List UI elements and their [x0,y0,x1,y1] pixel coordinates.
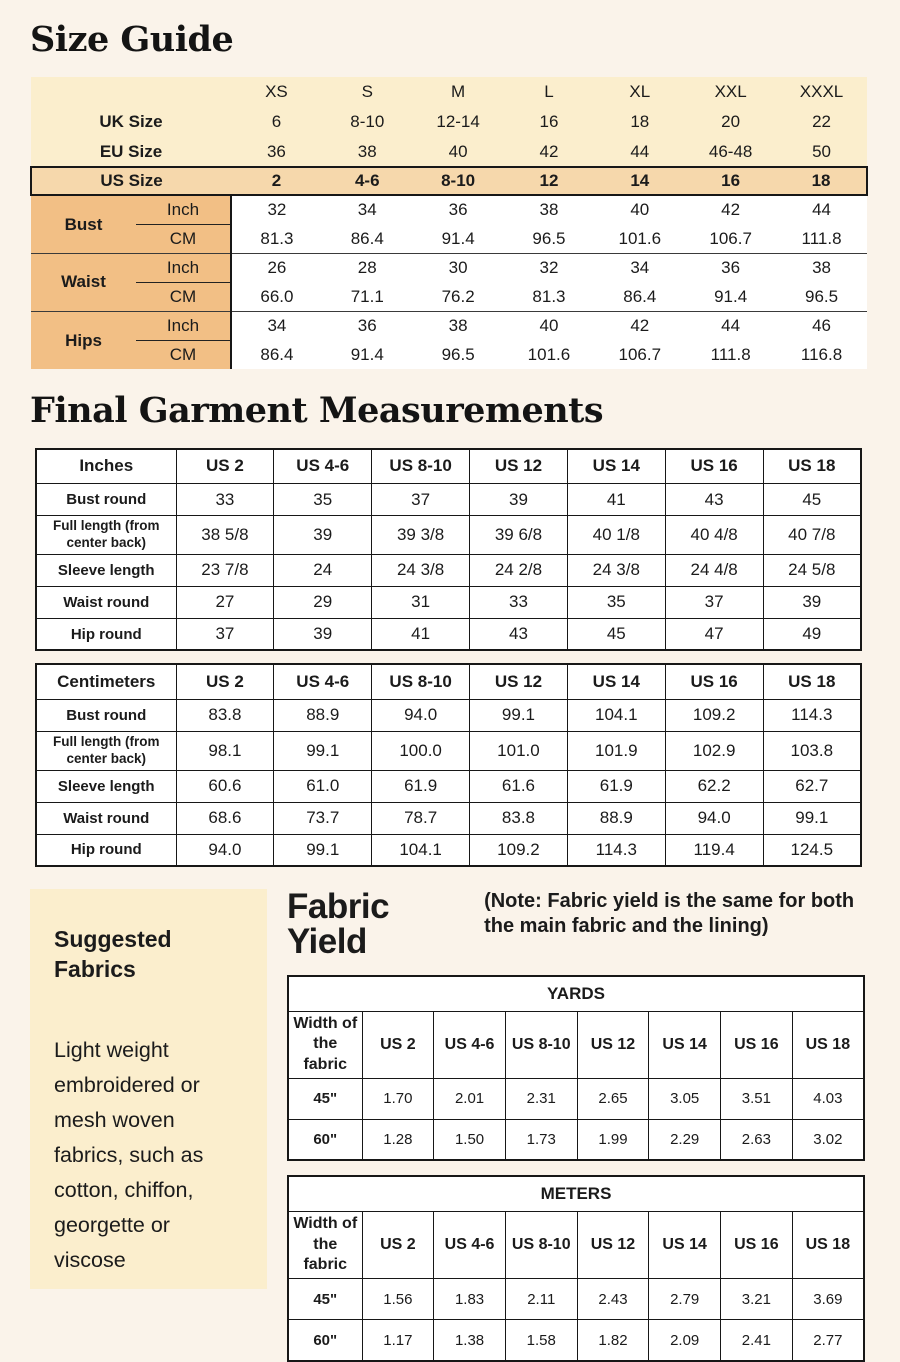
column-header-row [288,1211,864,1278]
measure-cell: 36 [322,311,413,340]
yield-cell: 2.01 [434,1078,506,1119]
measure-cell: 34 [594,253,685,282]
corner-cell [31,77,231,107]
yield-row [288,1279,864,1320]
value-cell: 114.3 [567,834,665,866]
value-cell: 40 7/8 [763,516,861,555]
size-cell: 22 [776,107,867,137]
value-cell: 104.1 [372,834,470,866]
size-header: US 12 [470,664,568,699]
measure-cell: 101.6 [594,224,685,253]
size-guide-table [30,77,868,369]
yield-cell: 1.73 [505,1119,577,1160]
size-cell: 12-14 [413,107,504,137]
measure-cell: 91.4 [685,282,776,311]
value-cell: 101.9 [567,731,665,770]
measure-cell: 96.5 [776,282,867,311]
measure-cell: 38 [413,311,504,340]
column-header-row [288,1011,864,1078]
header-row [36,449,861,484]
value-cell: 88.9 [567,802,665,834]
value-cell: 37 [176,618,274,650]
value-cell: 41 [567,484,665,516]
value-cell: 73.7 [274,802,372,834]
unit-header-row [288,1176,864,1211]
yield-cell: 3.21 [721,1279,793,1320]
intl-size-cell: XXL [685,77,776,107]
value-cell: 24 5/8 [763,554,861,586]
fabric-width-label: 60" [288,1320,362,1361]
size-header: US 18 [763,449,861,484]
measure-cell: 106.7 [685,224,776,253]
body-measure-row-inch [31,253,867,282]
value-cell: 24 3/8 [567,554,665,586]
value-cell: 61.9 [567,770,665,802]
yield-cell: 3.51 [721,1078,793,1119]
fabric-yield-header [287,889,865,959]
size-cell: 18 [594,107,685,137]
measure-cell: 42 [594,311,685,340]
measure-cell: 34 [231,311,322,340]
row-label: US Size [31,167,231,195]
size-cell: 20 [685,107,776,137]
size-header: US 18 [763,664,861,699]
row-label: UK Size [31,107,231,137]
size-header: US 8-10 [505,1211,577,1278]
measure-cell: 44 [776,195,867,224]
yield-cell: 2.79 [649,1279,721,1320]
size-cell: 6 [231,107,322,137]
measure-cell: 81.3 [504,282,595,311]
value-cell: 24 [274,554,372,586]
row-label: Full length (from center back) [36,731,176,770]
size-header: US 12 [577,1011,649,1078]
measure-cell: 91.4 [322,340,413,369]
yield-cell: 1.17 [362,1320,434,1361]
group-label: Bust [31,195,136,253]
size-cell: 16 [685,167,776,195]
value-cell: 104.1 [567,699,665,731]
size-header: US 12 [577,1211,649,1278]
yield-cell: 1.82 [577,1320,649,1361]
garment-measurements-title: Final Garment Measurements [30,390,604,432]
size-header: US 16 [665,449,763,484]
row-label: Bust round [36,699,176,731]
yield-cell: 1.38 [434,1320,506,1361]
body-measure-row-cm [31,340,867,369]
intl-size-cell: XS [231,77,322,107]
measurement-row [36,554,861,586]
unit-label-inch: Inch [136,311,231,340]
value-cell: 33 [470,586,568,618]
size-header: US 18 [792,1211,864,1278]
measurement-row [36,484,861,516]
size-header: US 8-10 [372,449,470,484]
fabric-width-label: 60" [288,1119,362,1160]
size-header: US 16 [721,1011,793,1078]
size-cell: 46-48 [685,137,776,167]
measurement-row [36,731,861,770]
row-label: Sleeve length [36,770,176,802]
value-cell: 24 4/8 [665,554,763,586]
value-cell: 99.1 [763,802,861,834]
yield-cell: 2.41 [721,1320,793,1361]
size-header: US 12 [470,449,568,484]
unit-header-row [288,976,864,1011]
value-cell: 94.0 [176,834,274,866]
size-cell: 8-10 [322,107,413,137]
yield-cell: 1.70 [362,1078,434,1119]
us-size-row [31,167,867,195]
value-cell: 61.6 [470,770,568,802]
unit-label-inch: Inch [136,195,231,224]
intl-size-header-row [31,77,867,107]
value-cell: 39 [470,484,568,516]
body-measure-row-cm [31,282,867,311]
measure-cell: 111.8 [685,340,776,369]
value-cell: 124.5 [763,834,861,866]
value-cell: 24 2/8 [470,554,568,586]
measure-cell: 101.6 [504,340,595,369]
size-guide-table-body [31,77,867,369]
intl-size-cell: S [322,77,413,107]
unit-header: Inches [36,449,176,484]
intl-size-cell: M [413,77,504,107]
yield-cell: 2.09 [649,1320,721,1361]
size-conversion-row [31,107,867,137]
value-cell: 62.2 [665,770,763,802]
size-header: US 4-6 [434,1011,506,1078]
value-cell: 100.0 [372,731,470,770]
garment-table-inches [35,448,862,652]
measure-cell: 86.4 [231,340,322,369]
value-cell: 99.1 [470,699,568,731]
size-header: US 8-10 [505,1011,577,1078]
value-cell: 40 1/8 [567,516,665,555]
measurement-row [36,516,861,555]
group-label: Waist [31,253,136,311]
size-header: US 16 [721,1211,793,1278]
value-cell: 45 [763,484,861,516]
value-cell: 78.7 [372,802,470,834]
measurement-row [36,586,861,618]
size-header: US 18 [792,1011,864,1078]
yield-cell: 2.63 [721,1119,793,1160]
measure-cell: 36 [685,253,776,282]
size-header: US 8-10 [372,664,470,699]
measure-cell: 32 [504,253,595,282]
measurement-row [36,770,861,802]
value-cell: 119.4 [665,834,763,866]
size-cell: 8-10 [413,167,504,195]
body-measure-row-cm [31,224,867,253]
size-header: US 2 [176,449,274,484]
value-cell: 109.2 [470,834,568,866]
size-cell: 38 [322,137,413,167]
size-conversion-row [31,137,867,167]
yield-cell: 2.43 [577,1279,649,1320]
yield-cell: 1.83 [434,1279,506,1320]
header-row [36,664,861,699]
garment-table-centimeters [35,663,862,867]
measure-cell: 28 [322,253,413,282]
value-cell: 35 [274,484,372,516]
measure-cell: 81.3 [231,224,322,253]
unit-label-inch: Inch [136,253,231,282]
row-label: Full length (from center back) [36,516,176,555]
measure-cell: 36 [413,195,504,224]
value-cell: 29 [274,586,372,618]
value-cell: 33 [176,484,274,516]
value-cell: 45 [567,618,665,650]
value-cell: 38 5/8 [176,516,274,555]
group-label: Hips [31,311,136,369]
yield-row [288,1320,864,1361]
row-label: Hip round [36,618,176,650]
yield-cell: 2.77 [792,1320,864,1361]
yield-cell: 1.50 [434,1119,506,1160]
size-header: US 2 [362,1211,434,1278]
yield-cell: 4.03 [792,1078,864,1119]
yield-cell: 3.02 [792,1119,864,1160]
value-cell: 61.0 [274,770,372,802]
yield-cell: 1.28 [362,1119,434,1160]
measure-cell: 32 [231,195,322,224]
measure-cell: 91.4 [413,224,504,253]
measure-cell: 38 [504,195,595,224]
value-cell: 31 [372,586,470,618]
value-cell: 101.0 [470,731,568,770]
measure-cell: 96.5 [413,340,504,369]
measure-cell: 34 [322,195,413,224]
unit-header: YARDS [288,976,864,1011]
fabric-yield-note: (Note: Fabric yield is the same for both the main fabric and the lining) [484,890,855,937]
value-cell: 39 6/8 [470,516,568,555]
page-title: Size Guide [30,19,234,60]
size-cell: 42 [504,137,595,167]
intl-size-cell: L [504,77,595,107]
yield-cell: 2.11 [505,1279,577,1320]
measurement-row [36,618,861,650]
value-cell: 37 [665,586,763,618]
suggested-fabrics-box [30,889,267,1289]
value-cell: 98.1 [176,731,274,770]
fabric-yield-section [287,889,865,1362]
value-cell: 40 4/8 [665,516,763,555]
row-label: Bust round [36,484,176,516]
row-label: Hip round [36,834,176,866]
size-header: US 14 [567,449,665,484]
row-label: Waist round [36,802,176,834]
yield-cell: 3.05 [649,1078,721,1119]
size-cell: 2 [231,167,322,195]
body-measure-row-inch [31,311,867,340]
measure-cell: 86.4 [322,224,413,253]
row-label: Sleeve length [36,554,176,586]
width-of-fabric-label: Width of the fabric [288,1211,362,1278]
measure-cell: 76.2 [413,282,504,311]
measure-cell: 44 [685,311,776,340]
size-cell: 36 [231,137,322,167]
row-label: EU Size [31,137,231,167]
size-cell: 44 [594,137,685,167]
value-cell: 39 3/8 [372,516,470,555]
value-cell: 35 [567,586,665,618]
body-measure-row-inch [31,195,867,224]
row-label: Waist round [36,586,176,618]
yield-cell: 2.65 [577,1078,649,1119]
value-cell: 37 [372,484,470,516]
value-cell: 102.9 [665,731,763,770]
value-cell: 43 [470,618,568,650]
yield-cell: 2.31 [505,1078,577,1119]
size-header: US 4-6 [274,664,372,699]
size-cell: 4-6 [322,167,413,195]
yield-cell: 1.58 [505,1320,577,1361]
value-cell: 43 [665,484,763,516]
measure-cell: 106.7 [594,340,685,369]
unit-label-cm: CM [136,224,231,253]
size-header: US 4-6 [274,449,372,484]
garment-tables [30,448,870,868]
unit-header: Centimeters [36,664,176,699]
value-cell: 99.1 [274,834,372,866]
yield-table-yards [287,975,865,1161]
unit-label-cm: CM [136,340,231,369]
measure-cell: 40 [594,195,685,224]
value-cell: 83.8 [470,802,568,834]
fabric-width-label: 45" [288,1279,362,1320]
size-cell: 18 [776,167,867,195]
size-cell: 12 [504,167,595,195]
bottom-section [30,889,870,1362]
measurement-row [36,699,861,731]
value-cell: 39 [274,516,372,555]
size-header: US 2 [176,664,274,699]
value-cell: 60.6 [176,770,274,802]
suggested-fabrics-heading: Suggested Fabrics [54,926,172,982]
measure-cell: 66.0 [231,282,322,311]
value-cell: 24 3/8 [372,554,470,586]
value-cell: 114.3 [763,699,861,731]
intl-size-cell: XXXL [776,77,867,107]
yield-cell: 1.56 [362,1279,434,1320]
value-cell: 68.6 [176,802,274,834]
size-header: US 4-6 [434,1211,506,1278]
size-cell: 50 [776,137,867,167]
yield-row [288,1078,864,1119]
size-cell: 14 [594,167,685,195]
value-cell: 94.0 [372,699,470,731]
size-cell: 16 [504,107,595,137]
value-cell: 49 [763,618,861,650]
fabric-yield-tables [287,975,865,1362]
value-cell: 23 7/8 [176,554,274,586]
measure-cell: 42 [685,195,776,224]
measure-cell: 86.4 [594,282,685,311]
unit-label-cm: CM [136,282,231,311]
fabric-yield-title: Fabric Yield [287,887,390,961]
intl-size-cell: XL [594,77,685,107]
size-header: US 14 [649,1211,721,1278]
measure-cell: 71.1 [322,282,413,311]
size-cell: 40 [413,137,504,167]
value-cell: 103.8 [763,731,861,770]
value-cell: 27 [176,586,274,618]
value-cell: 61.9 [372,770,470,802]
yield-table-meters [287,1175,865,1361]
value-cell: 39 [274,618,372,650]
size-header: US 14 [567,664,665,699]
yield-cell: 1.99 [577,1119,649,1160]
measure-cell: 46 [776,311,867,340]
value-cell: 88.9 [274,699,372,731]
measure-cell: 40 [504,311,595,340]
yield-cell: 3.69 [792,1279,864,1320]
measurement-row [36,834,861,866]
measure-cell: 116.8 [776,340,867,369]
value-cell: 99.1 [274,731,372,770]
value-cell: 83.8 [176,699,274,731]
measurement-row [36,802,861,834]
measure-cell: 111.8 [776,224,867,253]
width-of-fabric-label: Width of the fabric [288,1011,362,1078]
size-header: US 2 [362,1011,434,1078]
value-cell: 47 [665,618,763,650]
value-cell: 41 [372,618,470,650]
fabric-width-label: 45" [288,1078,362,1119]
suggested-fabrics-body: Light weight embroidered or mesh woven fabrics, such as cotton, chiffon, georgette or viscose [54,1037,204,1272]
value-cell: 94.0 [665,802,763,834]
size-header: US 16 [665,664,763,699]
measure-cell: 30 [413,253,504,282]
measure-cell: 38 [776,253,867,282]
value-cell: 62.7 [763,770,861,802]
yield-row [288,1119,864,1160]
measure-cell: 26 [231,253,322,282]
measure-cell: 96.5 [504,224,595,253]
value-cell: 109.2 [665,699,763,731]
value-cell: 39 [763,586,861,618]
yield-cell: 2.29 [649,1119,721,1160]
unit-header: METERS [288,1176,864,1211]
size-header: US 14 [649,1011,721,1078]
